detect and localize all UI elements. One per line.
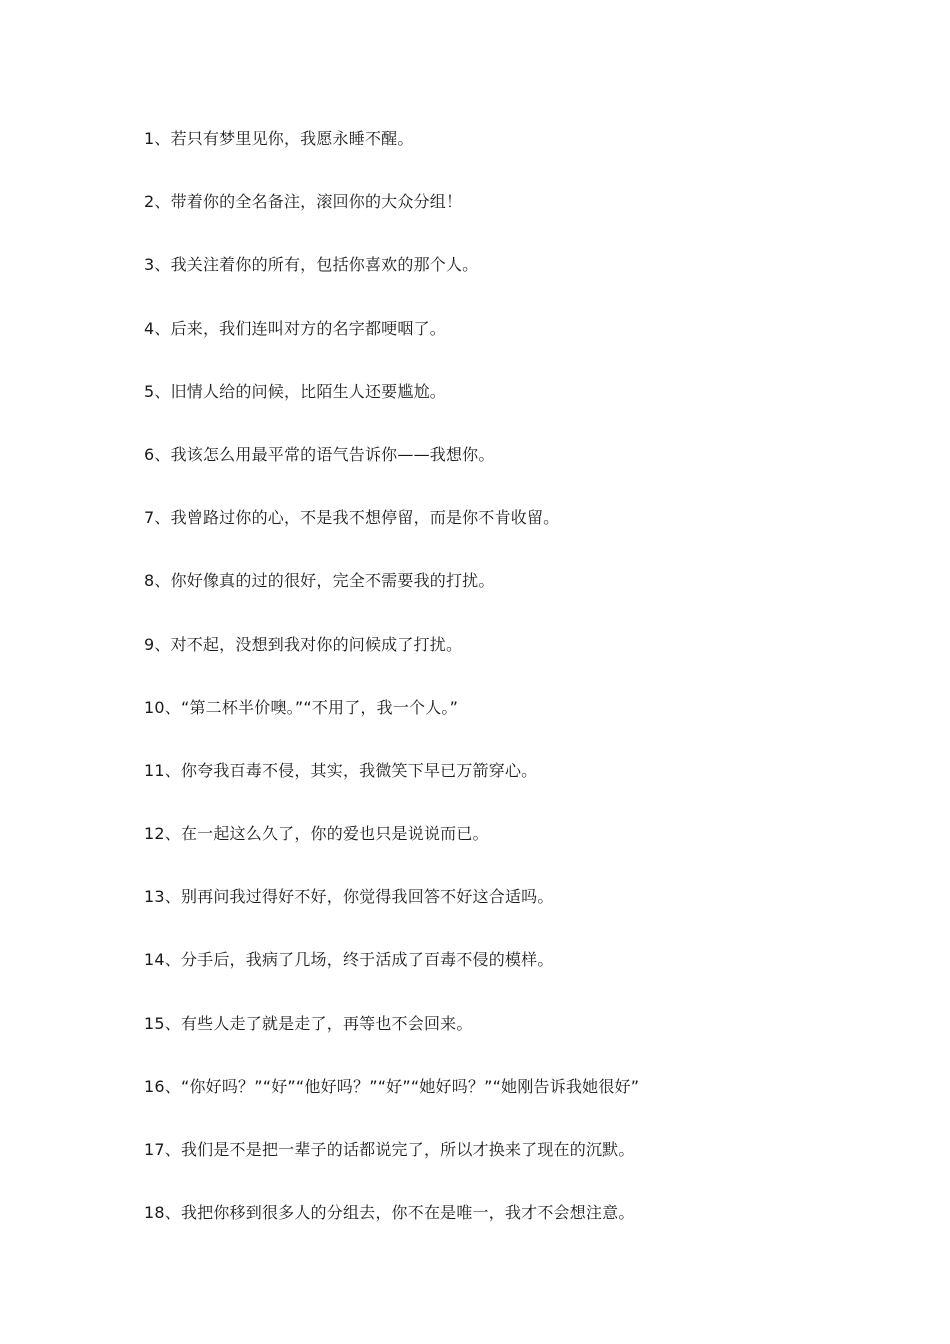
quote-line-4: 4、后来，我们连叫对方的名字都哽咽了。 — [144, 318, 446, 338]
quote-line-18: 18、我把你移到很多人的分组去，你不在是唯一，我才不会想注意。 — [144, 1203, 635, 1223]
quote-line-11: 11、你夸我百毒不侵，其实，我微笑下早已万箭穿心。 — [144, 760, 538, 780]
quote-line-10: 10、“第二杯半价噢。”“不用了，我一个人。” — [144, 697, 459, 717]
quote-line-9: 9、对不起，没想到我对你的问候成了打扰。 — [144, 634, 463, 654]
quote-line-6: 6、我该怎么用最平常的语气告诉你——我想你。 — [144, 444, 495, 464]
quote-list — [144, 128, 904, 1265]
quote-line-5: 5、旧情人给的问候，比陌生人还要尴尬。 — [144, 381, 446, 401]
quote-line-17: 17、我们是不是把一辈子的话都说完了，所以才换来了现在的沉默。 — [144, 1140, 635, 1159]
quote-line-8: 8、你好像真的过的很好，完全不需要我的打扰。 — [144, 571, 495, 591]
quote-line-3: 3、我关注着你的所有，包括你喜欢的那个人。 — [144, 255, 479, 275]
quote-line-12: 12、在一起这么久了，你的爱也只是说说而已。 — [144, 824, 489, 844]
quote-line-1: 1、若只有梦里见你，我愿永睡不醒。 — [144, 129, 414, 148]
quote-line-13: 13、别再问我过得好不好，你觉得我回答不好这合适吗。 — [144, 887, 554, 907]
quote-line-14: 14、分手后，我病了几场，终于活成了百毒不侵的模样。 — [144, 950, 554, 970]
quote-line-7: 7、我曾路过你的心，不是我不想停留，而是你不肯收留。 — [144, 508, 560, 528]
quote-line-15: 15、有些人走了就是走了，再等也不会回来。 — [144, 1013, 473, 1033]
quote-line-2: 2、带着你的全名备注，滚回你的大众分组！ — [144, 192, 463, 212]
quote-line-16: 16、“你好吗？”“好”“他好吗？”“好”“她好吗？”“她刚告诉我她很好” — [144, 1076, 640, 1096]
